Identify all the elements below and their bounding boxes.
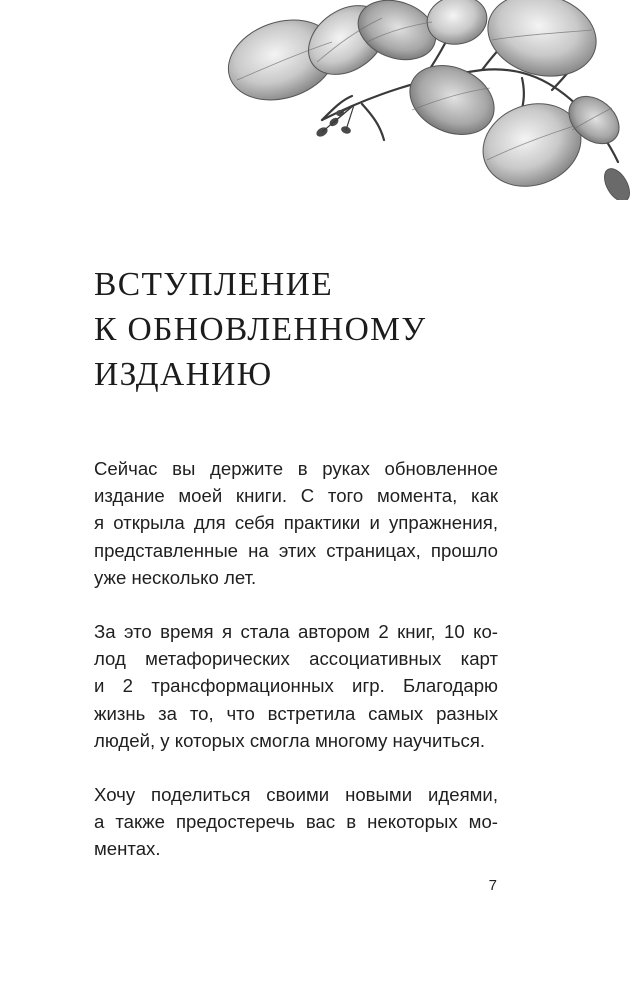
text-line: и 2 трансформационных игр. Благодарю xyxy=(94,675,498,697)
chapter-title xyxy=(94,262,426,397)
body-text xyxy=(94,455,498,890)
paragraph xyxy=(94,618,498,754)
eucalyptus-branch-illustration xyxy=(222,0,631,200)
text-line: людей, у которых смогла многому научиться. xyxy=(94,729,486,751)
text-line: я открыла для себя практики и упражнения, xyxy=(94,512,498,534)
text-line: Сейчас вы держите в руках обновленное xyxy=(94,458,498,479)
paragraph xyxy=(94,781,498,863)
text-line: представленные на этих страницах, прошло xyxy=(94,539,498,561)
text-line: жизнь за то, что встретила самых разных xyxy=(94,702,498,724)
paragraph xyxy=(94,455,498,591)
text-line: а также предостеречь вас в некоторых мо- xyxy=(94,811,498,833)
text-line: издание моей книги. С того момента, как xyxy=(94,485,498,507)
text-line: За это время я стала автором 2 книг, 10 ко- xyxy=(94,621,498,643)
chapter-title-line: К ОБНОВЛЕННОМУ xyxy=(94,311,427,348)
chapter-title-line: ИЗДАНИЮ xyxy=(94,356,273,393)
text-line: ментах. xyxy=(94,838,161,860)
text-line: Хочу поделиться своими новыми идеями, xyxy=(94,784,498,806)
text-line: лод метафорических ассоциативных карт xyxy=(94,648,498,670)
page-number: 7 xyxy=(488,877,497,894)
text-line: уже несколько лет. xyxy=(94,566,257,588)
chapter-title-line: ВСТУПЛЕНИЕ xyxy=(94,266,334,303)
